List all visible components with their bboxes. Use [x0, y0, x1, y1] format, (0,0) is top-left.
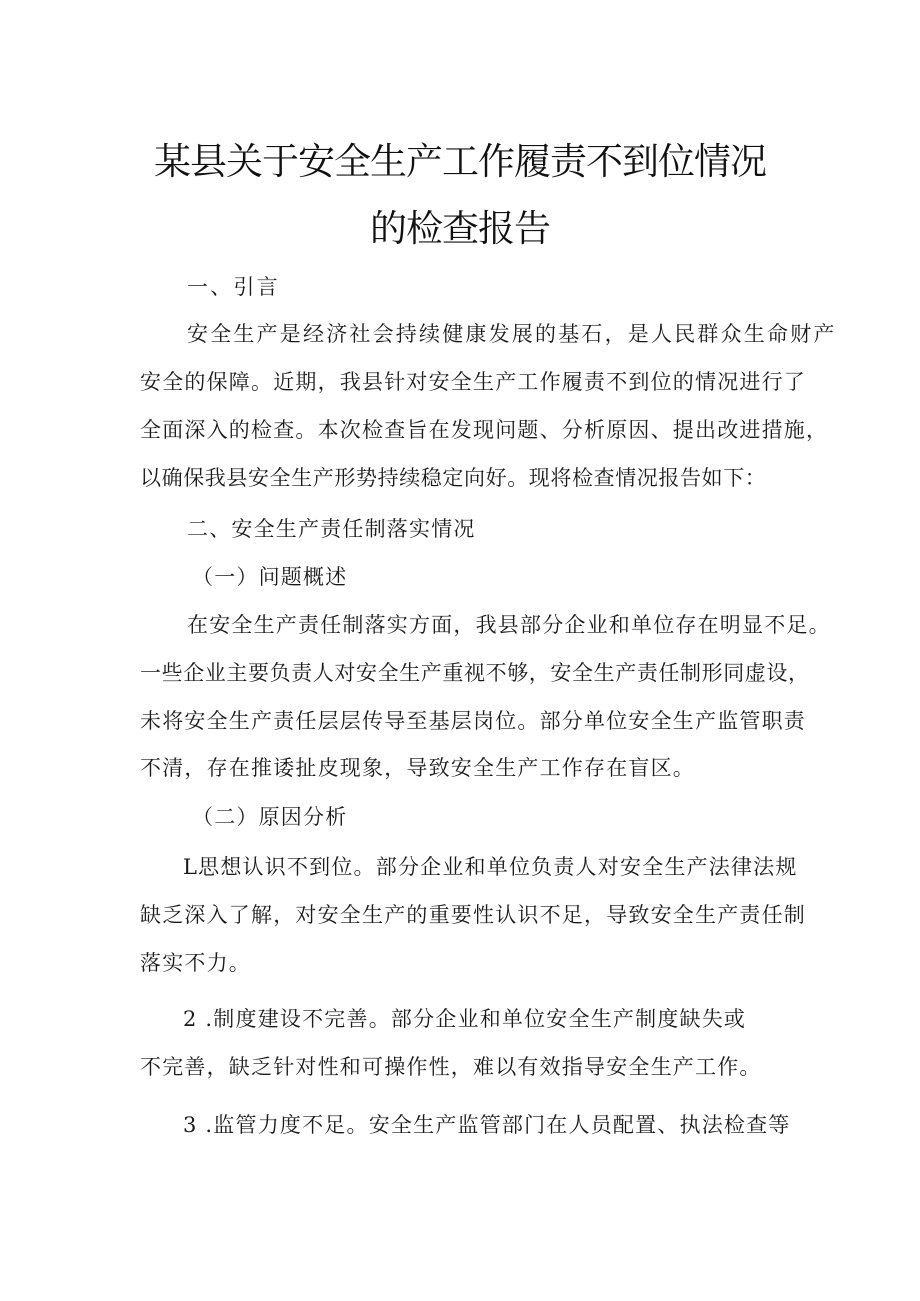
overview-paragraph-line: 在安全生产责任制落实方面，我县部分企业和单位存在明显不足。 [187, 613, 831, 637]
section-heading-intro: 一、引言 [187, 275, 280, 299]
overview-paragraph-line: 一些企业主要负责人对安全生产重视不够，安全生产责任制形同虚设， [140, 661, 810, 685]
intro-paragraph-line: 以确保我县安全生产形势持续稳定向好。现将检查情况报告如下： [140, 466, 767, 490]
intro-paragraph-line: 全面深入的检查。本次检查旨在发现问题、分析原因、提出改进措施， [140, 418, 829, 442]
subsection-heading-overview: （一）问题概述 [192, 565, 348, 589]
cause-item-2-line: 不完善，缺乏针对性和可操作性，难以有效指导安全生产工作。 [140, 1055, 762, 1079]
cause-item-1-line: 落实不力。 [140, 951, 251, 975]
intro-paragraph-line: 安全生产是经济社会持续健康发展的基石，是人民群众生命财产 [187, 322, 837, 346]
report-title-line-2: 的检查报告 [370, 207, 550, 250]
overview-paragraph-line: 未将安全生产责任层层传导至基层岗位。部分单位安全生产监管职责 [140, 709, 806, 733]
cause-item-3-line: 3 .监管力度不足。安全生产监管部门在人员配置、执法检查等 [183, 1113, 791, 1137]
cause-item-2-line: 2 .制度建设不完善。部分企业和单位安全生产制度缺失或 [183, 1007, 747, 1031]
report-title-line-1: 某县关于安全生产工作履责不到位情况 [154, 140, 766, 183]
overview-paragraph-line: 不清，存在推诿扯皮现象，导致安全生产工作存在盲区。 [140, 756, 695, 780]
cause-item-1-line: 缺乏深入了解，对安全生产的重要性认识不足，导致安全生产责任制 [140, 903, 806, 927]
section-heading-responsibility: 二、安全生产责任制落实情况 [187, 517, 476, 541]
subsection-heading-causes: （二）原因分析 [192, 805, 348, 829]
cause-item-1-line: L思想认识不到位。部分企业和单位负责人对安全生产法律法规 [183, 855, 798, 879]
intro-paragraph-line: 安全的保障。近期，我县针对安全生产工作履责不到位的情况进行了 [140, 370, 806, 394]
